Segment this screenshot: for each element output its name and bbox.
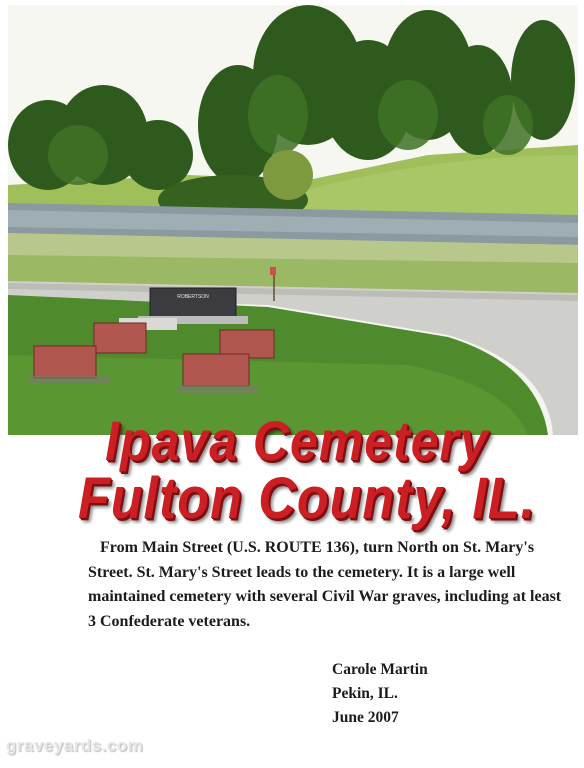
site-watermark: graveyards.com xyxy=(6,736,144,755)
author-name: Carole Martin xyxy=(332,661,428,678)
directions-text: From Main Street (U.S. ROUTE 136), turn North on St. Mary's Street. St. Mary's Street leads to the cemetery. It is a large well maintained cemetery with several Civil War graves, including at least 3 Confederate veterans. xyxy=(88,539,562,630)
signature-date: June 2007 xyxy=(332,709,399,726)
cemetery-photo xyxy=(8,5,578,435)
signature-block xyxy=(332,658,428,730)
title-block xyxy=(0,409,584,532)
headstone-robertson: ROBERTSON xyxy=(177,294,209,300)
directions-paragraph xyxy=(88,536,568,634)
title-line-2: Fulton County, IL. xyxy=(78,466,536,532)
author-location: Pekin, IL. xyxy=(332,685,398,702)
title-line-1: Ipava Cemetery xyxy=(105,409,489,473)
